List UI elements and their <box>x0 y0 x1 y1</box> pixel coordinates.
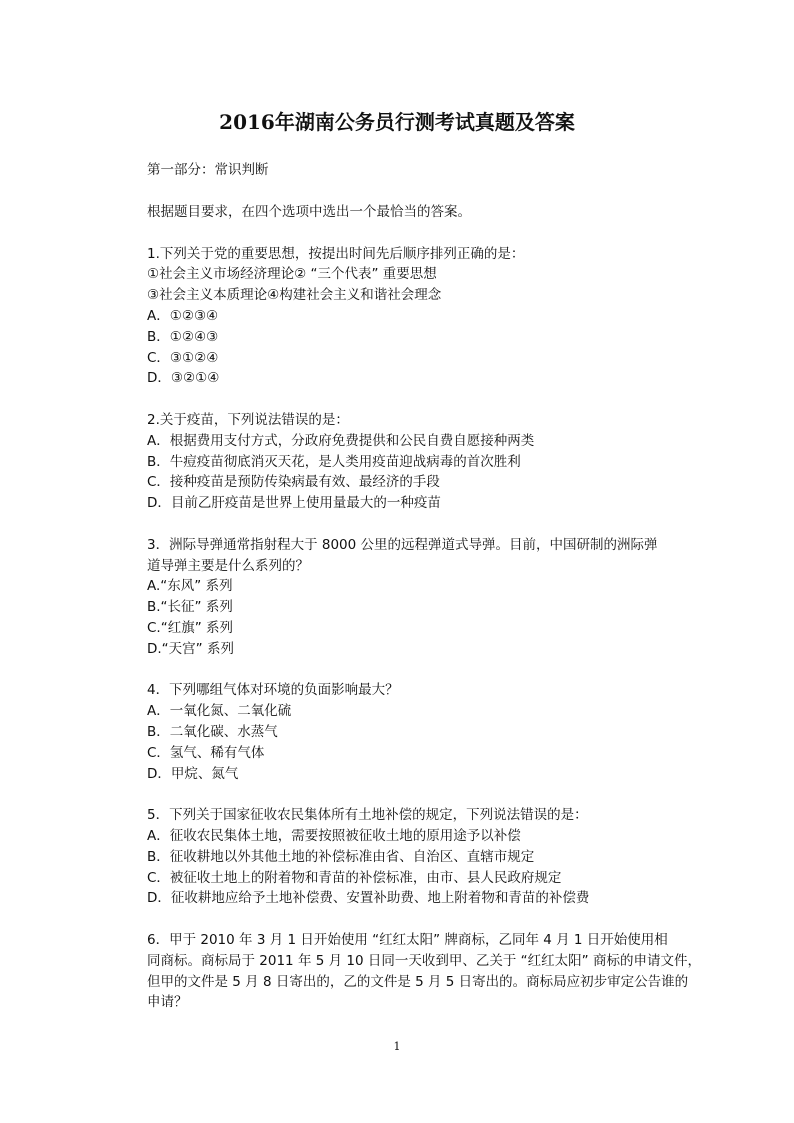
question-stem: 道导弹主要是什么系列的？ <box>147 557 309 574</box>
question-stem: ③社会主义本质理论④构建社会主义和谐社会理念 <box>147 287 442 304</box>
answer-option: B．①②④③ <box>147 328 219 345</box>
answer-option: D．甲烷、氮气 <box>147 765 239 782</box>
question-stem: 申请？ <box>147 994 188 1011</box>
answer-option: A．根据费用支付方式，分政府免费提供和公民自费自愿接种两类 <box>147 432 535 449</box>
answer-option: A.“东风” 系列 <box>147 578 233 595</box>
answer-option: C．接种疫苗是预防传染病最有效、最经济的手段 <box>147 474 440 491</box>
answer-option: D．③②①④ <box>147 370 220 387</box>
page-number: 1 <box>393 1040 401 1053</box>
answer-option: C．③①②④ <box>147 349 219 366</box>
answer-option: B．牛痘疫苗彻底消灭天花，是人类用疫苗迎战病毒的首次胜利 <box>147 453 521 470</box>
question-stem: 同商标。商标局于 2011 年 5 月 10 日同一天收到甲、乙关于 “红红太阳” 商标的申请文件， <box>147 952 701 969</box>
question-stem: 2.关于疫苗，下列说法错误的是： <box>147 411 349 428</box>
answer-option: D．目前乙肝疫苗是世界上使用量最大的一种疫苗 <box>147 495 441 512</box>
answer-option: C.“红旗” 系列 <box>147 619 233 636</box>
question-stem: 但甲的文件是 5 月 8 日寄出的，乙的文件是 5 月 5 日寄出的。商标局应初步审定公告谁的 <box>147 973 689 990</box>
question-stem: 4．下列哪组气体对环境的负面影响最大？ <box>147 682 399 699</box>
question-stem: ①社会主义市场经济理论② “三个代表” 重要思想 <box>147 266 437 283</box>
answer-option: D.“天宫” 系列 <box>147 640 234 657</box>
answer-option: A．征收农民集体土地，需要按照被征收土地的原用途予以补偿 <box>147 827 521 844</box>
document-title: 2016年湖南公务员行测考试真题及答案 <box>219 110 575 134</box>
question-stem: 6．甲于 2010 年 3 月 1 日开始使用 “红红太阳” 牌商标，乙同年 4 月 1 日开始使用相 <box>147 931 668 948</box>
answer-option: A．①②③④ <box>147 307 219 324</box>
question-stem: 5．下列关于国家征收农民集体所有土地补偿的规定，下列说法错误的是： <box>147 807 588 824</box>
answer-option: B．征收耕地以外其他土地的补偿标准由省、自治区、直辖市规定 <box>147 848 535 865</box>
answer-option: A．一氧化氮、二氧化硫 <box>147 703 292 720</box>
answer-option: D．征收耕地应给予土地补偿费、安置补助费、地上附着物和青苗的补偿费 <box>147 890 590 907</box>
instruction-text: 根据题目要求，在四个选项中选出一个最恰当的答案。 <box>147 204 471 220</box>
answer-option: C．被征收土地上的附着物和青苗的补偿标准，由市、县人民政府规定 <box>147 869 562 886</box>
answer-option: B.“长征” 系列 <box>147 599 233 616</box>
answer-option: B．二氧化碳、水蒸气 <box>147 723 278 740</box>
question-stem: 3．洲际导弹通常指射程大于 8000 公里的远程弹道式导弹。目前，中国研制的洲际弹 <box>147 536 658 553</box>
section-heading: 第一部分：常识判断 <box>147 162 269 178</box>
answer-option: C．氢气、稀有气体 <box>147 744 265 761</box>
question-stem: 1.下列关于党的重要思想，按提出时间先后顺序排列正确的是： <box>147 245 525 262</box>
